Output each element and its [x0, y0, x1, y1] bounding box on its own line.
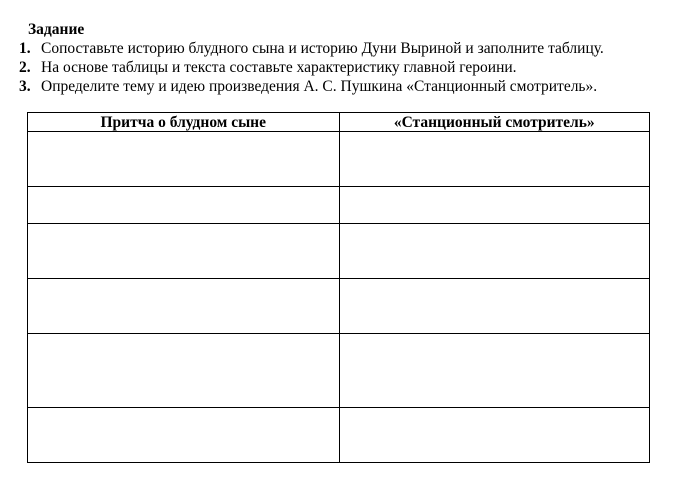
task-item [19, 39, 659, 58]
table-cell-left[interactable] [28, 132, 340, 187]
assignment-title: Задание [28, 21, 85, 38]
header-prodigal-son: Притча о блудном сыне [28, 113, 340, 132]
assignment-block [19, 20, 659, 96]
table-row [28, 187, 650, 224]
table-row [28, 132, 650, 187]
table-cell-right[interactable] [339, 187, 650, 224]
task-text: Сопоставьте историю блудного сына и историю Дуни Выриной и заполните таблицу. [41, 40, 604, 57]
table-row [28, 279, 650, 334]
task-item [19, 77, 659, 96]
header-stationmaster: «Станционный смотритель» [339, 113, 650, 132]
table-cell-left[interactable] [28, 187, 340, 224]
task-text: На основе таблицы и текста составьте характеристику главной героини. [41, 59, 517, 76]
table-row [28, 224, 650, 279]
task-number: 2. [19, 59, 31, 76]
task-text: Определите тему и идею произведения А. С. Пушкина «Станционный смотритель». [41, 78, 598, 95]
table-cell-left[interactable] [28, 408, 340, 463]
table-row [28, 408, 650, 463]
table-cell-right[interactable] [339, 408, 650, 463]
task-list [19, 39, 659, 96]
table-cell-left[interactable] [28, 224, 340, 279]
task-number: 1. [19, 40, 31, 57]
table-cell-left[interactable] [28, 334, 340, 408]
task-item [19, 58, 659, 77]
table-cell-right[interactable] [339, 224, 650, 279]
table-cell-left[interactable] [28, 279, 340, 334]
table-header-row [28, 113, 650, 132]
table-cell-right[interactable] [339, 334, 650, 408]
table-row [28, 334, 650, 408]
comparison-table [27, 112, 650, 463]
table-cell-right[interactable] [339, 132, 650, 187]
task-number: 3. [19, 78, 31, 95]
table-cell-right[interactable] [339, 279, 650, 334]
